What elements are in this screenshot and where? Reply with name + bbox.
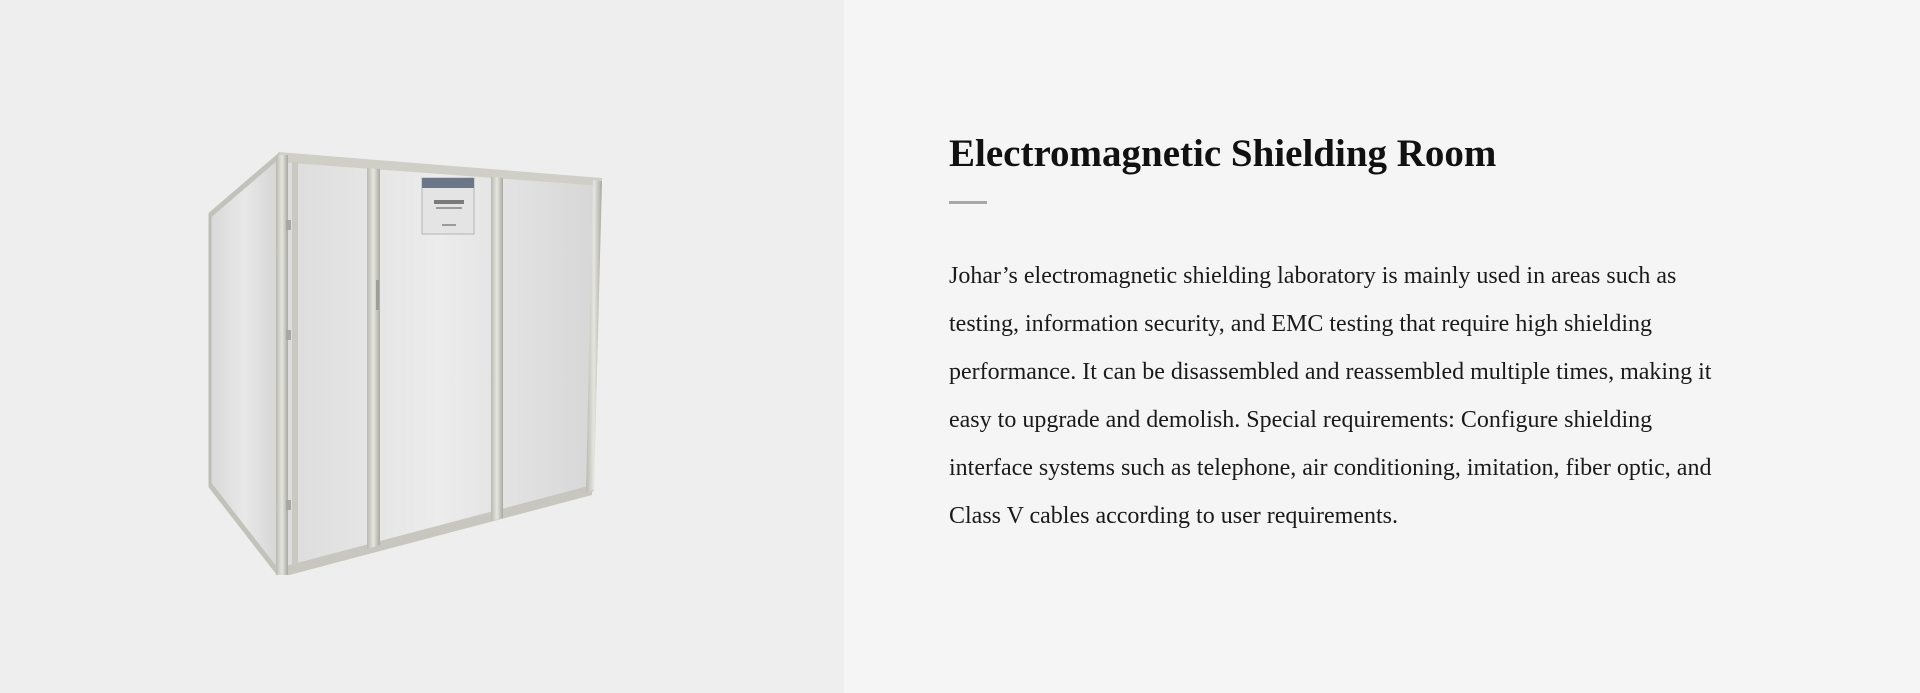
product-image-panel (0, 0, 844, 693)
product-info-panel (844, 0, 1920, 693)
title-divider (949, 201, 987, 204)
product-description: Johar’s electromagnetic shielding laboratory is mainly used in areas such as testing, information security, and EMC testing that require high shielding performance. It can be disassembled and reassembled multiple times, making it easy to upgrade and demolish. Special requirements: Configure shielding interface systems such as telephone, air conditioning, imitation, fiber optic, and Class V cables according to user requirements. (949, 263, 1712, 529)
shielding-room-image (200, 150, 610, 575)
product-content (949, 130, 1729, 564)
product-title: Electromagnetic Shielding Room (949, 132, 1497, 175)
